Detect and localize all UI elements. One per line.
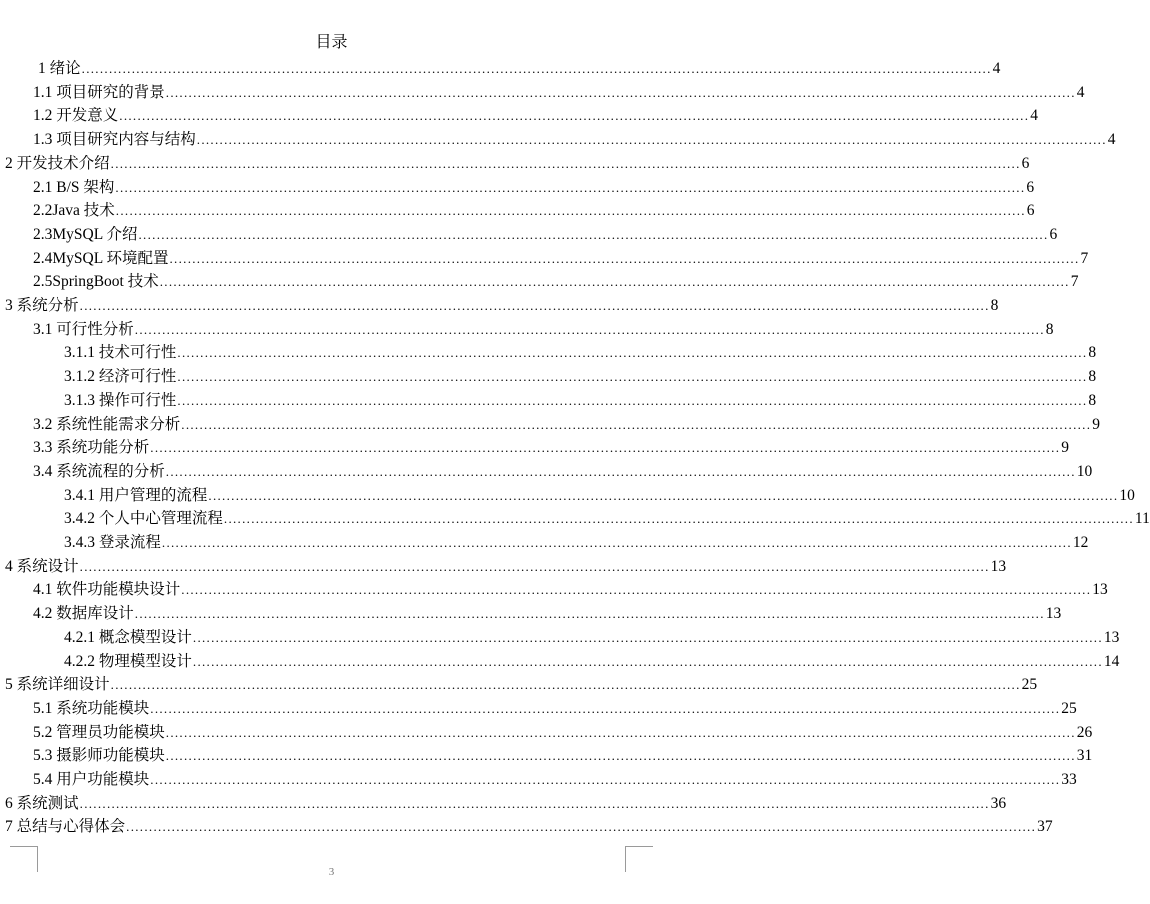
- toc-entry-label: 3.3 系统功能分析: [33, 439, 150, 457]
- toc-entry[interactable]: [0, 199, 1035, 223]
- toc-entry-label: 5.4 用户功能模块: [33, 771, 150, 788]
- toc-entry-page: 13: [1103, 628, 1120, 646]
- toc-entry-page: 26: [1076, 723, 1093, 741]
- toc-entry-label: 3.4 系统流程的分析: [33, 462, 165, 480]
- toc-entry-page: 9: [1092, 415, 1101, 433]
- toc-entry[interactable]: [0, 413, 1101, 437]
- toc-entry-page: 37: [1037, 818, 1053, 836]
- toc-entry-label: 2.1 B/S 架构: [33, 178, 115, 196]
- toc-entry[interactable]: [0, 697, 1077, 721]
- toc-entry-page: 6: [1026, 202, 1035, 220]
- toc-leader-dots: ........................................................................................................................................................................................................: [150, 700, 1061, 716]
- toc-entry-label: 4.2.1 概念模型设计: [64, 628, 192, 646]
- toc-leader-dots: ........................................................................................................................................................................................................: [161, 535, 1072, 550]
- toc-entry[interactable]: [0, 104, 1039, 128]
- toc-entry-page: 14: [1103, 652, 1120, 670]
- toc-entry[interactable]: [0, 176, 1035, 200]
- toc-entry-page: 8: [990, 297, 999, 314]
- toc-entry-page: 10: [1119, 486, 1135, 504]
- crop-mark-left-horizontal: [10, 846, 37, 847]
- toc-entry-page: 7: [1080, 249, 1089, 267]
- toc-entry-label: 3.4.2 个人中心管理流程: [64, 510, 223, 528]
- toc-entry-label: 3.4.1 用户管理的流程: [64, 486, 208, 504]
- toc-entry-label: 7 总结与心得体会: [5, 818, 126, 836]
- toc-leader-dots: ........................................................................................................................................................................................................: [110, 677, 1021, 693]
- toc-entry-label: 2.3MySQL 介绍: [33, 225, 138, 243]
- toc-entry[interactable]: [0, 626, 1120, 650]
- toc-leader-dots: ........................................................................................................................................................................................................: [165, 748, 1076, 764]
- toc-entry-label: 4.2 数据库设计: [33, 605, 134, 623]
- toc-leader-dots: ........................................................................................................................................................................................................: [79, 558, 990, 574]
- toc-leader-dots: ........................................................................................................................................................................................................: [79, 795, 990, 811]
- toc-entry-label: 1.3 项目研究内容与结构: [33, 131, 196, 149]
- toc-leader-dots: ........................................................................................................................................................................................................: [115, 203, 1026, 219]
- toc-leader-dots: ........................................................................................................................................................................................................: [181, 416, 1092, 432]
- toc-entry-label: 2.2Java 技术: [33, 202, 115, 220]
- toc-entry[interactable]: [0, 152, 1030, 176]
- toc-leader-dots: ........................................................................................................................................................................................................: [177, 345, 1088, 361]
- toc-leader-dots: ........................................................................................................................................................................................................: [165, 463, 1076, 479]
- toc-entry-label: 3 系统分析: [5, 297, 79, 314]
- toc-entry-label: 3.1.1 技术可行性: [64, 344, 177, 362]
- toc-entry-page: 9: [1061, 439, 1070, 457]
- toc-leader-dots: ........................................................................................................................................................................................................: [169, 250, 1080, 266]
- toc-entry[interactable]: [0, 365, 1097, 389]
- toc-entry-page: 25: [1061, 699, 1077, 717]
- toc-leader-dots: ........................................................................................................................................................................................................: [150, 440, 1061, 456]
- toc-entry-label: 1.2 开发意义: [33, 107, 119, 125]
- toc-leader-dots: ........................................................................................................................................................................................................: [177, 392, 1088, 408]
- toc-entry-page: 4: [1107, 131, 1116, 149]
- toc-entry-page: 6: [1049, 225, 1058, 243]
- toc-entry[interactable]: [0, 768, 1077, 792]
- toc-entry-label: 3.4.3 登录流程: [64, 534, 161, 551]
- toc-leader-dots: ........................................................................................................................................................................................................: [165, 724, 1076, 740]
- toc-leader-dots: ........................................................................................................................................................................................................: [119, 108, 1030, 124]
- toc-entry-page: 8: [1045, 320, 1054, 338]
- toc-entry-label: 2.4MySQL 环境配置: [33, 249, 169, 267]
- toc-leader-dots: ........................................................................................................................................................................................................: [79, 298, 990, 313]
- toc-leader-dots: ........................................................................................................................................................................................................: [134, 321, 1045, 337]
- toc-leader-dots: ........................................................................................................................................................................................................: [192, 653, 1103, 669]
- toc-entry-label: 4 系统设计: [5, 557, 79, 575]
- toc-entry-page: 4: [1030, 107, 1039, 125]
- toc-entry[interactable]: [0, 460, 1093, 484]
- toc-entry-page: 8: [1088, 368, 1097, 386]
- toc-entry[interactable]: [0, 436, 1070, 460]
- toc-entry-page: 13: [1045, 605, 1062, 623]
- toc-entry[interactable]: [0, 555, 1007, 579]
- toc-entry-label: 2.5SpringBoot 技术: [33, 273, 159, 291]
- toc-entry[interactable]: [0, 792, 1007, 816]
- toc-entry[interactable]: [0, 673, 1038, 697]
- toc-leader-dots: ........................................................................................................................................................................................................: [177, 369, 1088, 385]
- toc-leader-dots: ........................................................................................................................................................................................................: [81, 61, 992, 76]
- toc-entry-page: 4: [992, 60, 1001, 77]
- toc-leader-dots: ........................................................................................................................................................................................................: [159, 274, 1070, 290]
- toc-title: 目录: [315, 34, 348, 51]
- toc-entry[interactable]: [0, 484, 1135, 508]
- toc-entry[interactable]: [0, 744, 1093, 768]
- toc-entry[interactable]: [0, 57, 1001, 81]
- toc-entry-page: 33: [1061, 771, 1077, 788]
- page-number: 3: [328, 866, 335, 878]
- toc-entry-page: 31: [1076, 747, 1093, 765]
- toc-entry[interactable]: [0, 294, 999, 318]
- toc-entry-page: 8: [1088, 344, 1097, 362]
- toc-entry-page: 12: [1072, 534, 1089, 551]
- toc-entry[interactable]: [0, 223, 1058, 247]
- toc-leader-dots: ........................................................................................................................................................................................................: [115, 179, 1026, 195]
- toc-entry-label: 4.2.2 物理模型设计: [64, 652, 192, 670]
- toc-entry-page: 36: [990, 794, 1007, 812]
- toc-entry-label: 3.1.3 操作可行性: [64, 391, 177, 409]
- toc-entry-label: 1.1 项目研究的背景: [33, 83, 165, 101]
- toc-leader-dots: ........................................................................................................................................................................................................: [110, 155, 1021, 171]
- toc-entry[interactable]: [0, 318, 1054, 342]
- toc-entry-page: 25: [1021, 676, 1038, 694]
- toc-leader-dots: ........................................................................................................................................................................................................: [126, 819, 1037, 835]
- toc-leader-dots: ........................................................................................................................................................................................................: [181, 582, 1092, 598]
- toc-entry-label: 5.3 摄影师功能模块: [33, 747, 165, 765]
- toc-leader-dots: ........................................................................................................................................................................................................: [150, 772, 1061, 787]
- toc-entry-label: 4.1 软件功能模块设计: [33, 581, 181, 599]
- toc-entry[interactable]: [0, 531, 1089, 555]
- toc-entry[interactable]: [0, 128, 1116, 152]
- toc-entry-page: 6: [1026, 178, 1035, 196]
- toc-entry-page: 11: [1134, 510, 1150, 528]
- toc-leader-dots: ........................................................................................................................................................................................................: [165, 84, 1076, 100]
- toc-leader-dots: ........................................................................................................................................................................................................: [223, 511, 1134, 527]
- crop-mark-right-horizontal: [626, 846, 653, 847]
- toc-entry[interactable]: [0, 602, 1062, 626]
- toc-entry-label: 6 系统测试: [5, 794, 79, 812]
- toc-leader-dots: ........................................................................................................................................................................................................: [192, 629, 1103, 645]
- toc-entry-label: 1 绪论: [38, 60, 81, 77]
- toc-entry[interactable]: [0, 815, 1053, 839]
- toc-entry-label: 5.1 系统功能模块: [33, 699, 150, 717]
- toc-entry[interactable]: [0, 270, 1079, 294]
- toc-entry[interactable]: [0, 650, 1120, 674]
- toc-entry-page: 8: [1088, 391, 1097, 409]
- toc-entry[interactable]: [0, 389, 1097, 413]
- toc-entry-page: 4: [1076, 83, 1085, 101]
- toc-entry-label: 5 系统详细设计: [5, 676, 110, 694]
- toc-entry[interactable]: [0, 81, 1085, 105]
- toc-entry-page: 13: [990, 557, 1007, 575]
- toc-leader-dots: ........................................................................................................................................................................................................: [138, 226, 1049, 242]
- toc-entry-page: 10: [1076, 462, 1093, 480]
- toc-entry[interactable]: [0, 721, 1093, 745]
- toc-leader-dots: ........................................................................................................................................................................................................: [208, 487, 1119, 503]
- toc-leader-dots: ........................................................................................................................................................................................................: [196, 132, 1107, 148]
- toc-entry-label: 3.1.2 经济可行性: [64, 368, 177, 386]
- toc-entry[interactable]: [0, 247, 1089, 271]
- toc-entry-label: 3.1 可行性分析: [33, 320, 134, 338]
- toc-entry-label: 2 开发技术介绍: [5, 154, 110, 172]
- toc-entry-page: 6: [1021, 154, 1030, 172]
- toc-leader-dots: ........................................................................................................................................................................................................: [134, 606, 1045, 622]
- toc-entry[interactable]: [0, 507, 1150, 531]
- toc-entry[interactable]: [0, 341, 1097, 365]
- toc-entry-label: 5.2 管理员功能模块: [33, 723, 165, 741]
- toc-entry-page: 7: [1070, 273, 1079, 291]
- toc-entry-label: 3.2 系统性能需求分析: [33, 415, 181, 433]
- toc-entry-page: 13: [1092, 581, 1108, 599]
- toc-entry[interactable]: [0, 578, 1108, 602]
